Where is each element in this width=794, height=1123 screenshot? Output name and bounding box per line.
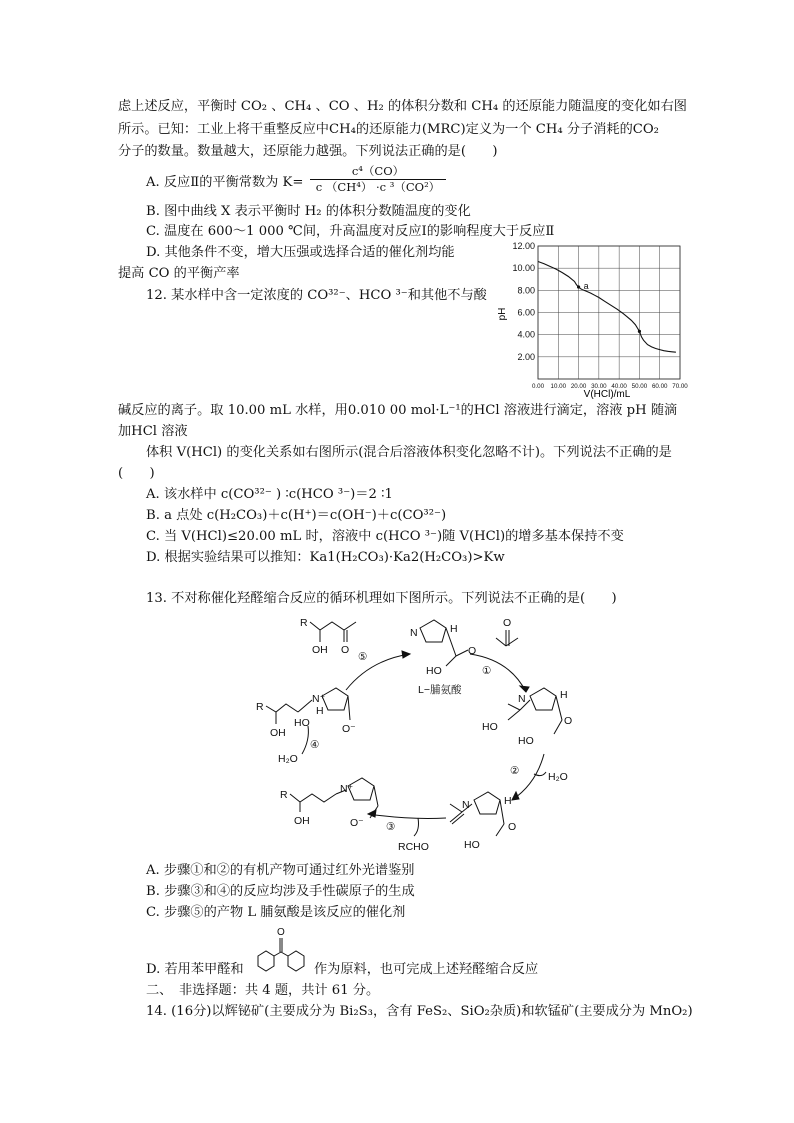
zwitterion-intermediate-structure <box>256 688 356 765</box>
label-R-3: R <box>256 701 264 713</box>
x-tick-label: 40.00 <box>611 383 627 390</box>
chart-annotations <box>577 281 641 333</box>
q11-option-c: C. 温度在 600～1 000 ℃间，升高温度对反应Ⅰ的影响程度大于反应Ⅱ <box>146 224 555 239</box>
q12-option-d: D. 根据实验结果可以推知：Ka1(H₂CO₃)·Ka2(H₂CO₃)>Kw <box>146 550 505 565</box>
q11-option-d-line2: 提高 CO 的平衡产率 <box>118 266 240 281</box>
q11-option-b: B. 图中曲线 X 表示平衡时 H₂ 的体积分数随温度的变化 <box>146 204 471 219</box>
annotation-point <box>577 285 580 288</box>
aldol-catalytic-cycle-diagram <box>250 608 710 860</box>
q13-stem: 13. 不对称催化羟醛缩合反应的循环机理如下图所示。下列说法不正确的是( ) <box>146 591 617 606</box>
carbinolamine-structure <box>482 688 572 747</box>
x-tick-label: 60.00 <box>651 383 668 390</box>
label-Nplus: N⁺ <box>340 783 354 795</box>
acetone-structure <box>496 617 518 646</box>
step1-label: ① <box>482 665 492 677</box>
q13-option-c: C. 步骤⑤的产物 L 脯氨酸是该反应的催化剂 <box>146 905 406 920</box>
chart-y-axis-label: pH <box>497 307 508 321</box>
h2o-left-label: H₂O <box>278 753 298 765</box>
chart-grid <box>538 246 680 379</box>
label-HO: HO <box>426 665 442 677</box>
annotation-point <box>638 330 641 333</box>
q11-option-a-fraction <box>310 164 446 195</box>
intro-line-3: 分子的数量。数量越大，还原能力越强。下列说法正确的是( ) <box>118 144 498 159</box>
label-H-4: H <box>316 705 324 717</box>
label-HO-2: HO <box>482 721 498 733</box>
label-O: O <box>341 644 350 656</box>
x-tick-label: 10.00 <box>550 383 567 390</box>
y-tick-label: 8.00 <box>517 285 535 296</box>
rcho-in-arrow <box>414 818 419 836</box>
label-Nplus-2: N⁺ <box>312 693 326 705</box>
water-label: H₂O <box>548 771 568 783</box>
label-H-3: H <box>504 795 512 807</box>
q11-option-d-line1: D. 其他条件不变，增大压强或选择合适的催化剂均能 <box>146 245 455 260</box>
label-O-3: O <box>564 715 573 727</box>
y-tick-label: 4.00 <box>517 329 535 340</box>
q13-option-d-suffix: 作为原料，也可完成上述羟醛缩合反应 <box>314 962 539 977</box>
label-R-2: R <box>280 789 288 801</box>
annotation-label: a <box>583 281 589 292</box>
q11-fraction-denominator: c （CH⁴） ·c ³（CO²） <box>315 180 441 194</box>
label-H-2: H <box>560 689 568 701</box>
q11-option-a-prefix: A. 反应Ⅱ的平衡常数为 K= <box>146 175 304 190</box>
q12-stem-line4: 体积 V(HCl) 的变化关系如右图所示(混合后溶液体积变化忽略不计)。下列说法不正确的是 <box>146 445 672 460</box>
step4-label: ④ <box>310 739 320 751</box>
label-HO-4: HO <box>464 839 480 851</box>
q13-option-a: A. 步骤①和②的有机产物可通过红外光谱鉴别 <box>146 863 415 878</box>
label-N: N <box>410 627 418 639</box>
y-tick-label: 2.00 <box>517 351 535 362</box>
step1-arrow <box>470 654 526 692</box>
intro-line-2: 所示。已知：工业上将干重整反应中CH₄的还原能力(MRC)定义为一个 CH₄ 分子消耗的CO₂ <box>118 122 659 137</box>
label-OH-3: OH <box>270 727 286 739</box>
y-tick-label: 10.00 <box>512 263 535 274</box>
label-R: R <box>300 617 308 629</box>
x-tick-label: 20.00 <box>570 383 587 390</box>
iminium-structure <box>280 778 378 829</box>
chart-x-axis-label: V(HCl)/mL <box>583 389 631 400</box>
ph-curve <box>538 262 676 353</box>
q13-option-b: B. 步骤③和④的反应均涉及手性碳原子的生成 <box>146 884 415 899</box>
q12-option-c: C. 当 V(HCl)≤20.00 mL 时，溶液中 c(HCO ³⁻)随 V(HCl)的增多基本保持不变 <box>146 529 624 544</box>
label-H: H <box>450 623 458 635</box>
q13-option-d-prefix: D. 若用苯甲醛和 <box>146 962 244 977</box>
l-proline-structure <box>410 620 476 696</box>
l-proline-label: L−脯氨酸 <box>418 684 462 696</box>
q12-option-b: B. a 点处 c(H₂CO₃)＋c(H⁺)＝c(OH⁻)＋c(CO³²⁻) <box>146 508 447 523</box>
y-tick-label: 12.00 <box>512 241 535 251</box>
x-tick-label: 30.00 <box>591 383 607 390</box>
chart-ticks <box>512 241 688 390</box>
aldol-product-structure <box>300 617 356 656</box>
step2-label: ② <box>510 765 520 777</box>
q12-stem-line1: 12. 某水样中含一定浓度的 CO³²⁻、HCO ³⁻和其他不与酸 <box>146 288 487 303</box>
step3-label: ③ <box>386 821 396 833</box>
step5-label: ⑤ <box>358 651 368 663</box>
x-tick-label: 70.00 <box>672 383 688 390</box>
label-O-acid: O <box>468 645 477 657</box>
q12-stem-line3: 加HCl 溶液 <box>118 424 188 439</box>
label-HO-5: HO <box>294 717 310 729</box>
step5-arrow <box>346 654 410 690</box>
water-attack-arrow <box>302 726 308 754</box>
rcho-label: RCHO <box>398 841 429 853</box>
label-Ominus-2: O⁻ <box>342 723 356 735</box>
benzophenone-structure <box>250 924 312 976</box>
intro-line-1: 虑上述反应，平衡时 CO₂ 、CH₄ 、CO 、H₂ 的体积分数和 CH₄ 的还原能力随温度的变化如右图 <box>118 99 687 114</box>
label-O-acetone: O <box>503 617 512 629</box>
section-heading: 二、 非选择题：共 4 题，共计 61 分。 <box>146 983 380 998</box>
label-OH: OH <box>312 644 328 656</box>
q11-fraction-numerator: c⁴（CO） <box>351 164 405 178</box>
label-O-4: O <box>508 821 517 833</box>
x-tick-label: 0.00 <box>531 383 545 390</box>
y-tick-label: 6.00 <box>517 307 535 318</box>
q14-stem: 14. (16分)以辉铋矿(主要成分为 Bi₂S₃，含有 FeS₂、SiO₂杂质)和软锰矿(主要成分为 MnO₂) <box>146 1004 693 1019</box>
benzophenone-O-label: O <box>277 927 285 938</box>
x-tick-label: 50.00 <box>631 383 648 390</box>
q12-stem-line2: 碱反应的离子。取 10.00 mL 水样，用0.010 00 mol·L⁻¹的HCl 溶液进行滴定，溶液 pH 随滴 <box>118 403 678 418</box>
label-HO-3: HO <box>518 735 534 747</box>
label-OH-2: OH <box>294 815 310 827</box>
step3-arrow <box>368 814 446 819</box>
q12-stem-line5: ( ) <box>118 466 155 481</box>
label-N-3: N <box>462 799 470 811</box>
label-Ominus: O⁻ <box>350 817 364 829</box>
q12-option-a: A. 该水样中 c(CO³²⁻ ) ∶c(HCO ³⁻)＝2 ∶1 <box>146 487 393 502</box>
ph-titration-chart <box>494 238 696 400</box>
enamine-structure <box>450 792 516 851</box>
label-N-2: N <box>518 693 526 705</box>
